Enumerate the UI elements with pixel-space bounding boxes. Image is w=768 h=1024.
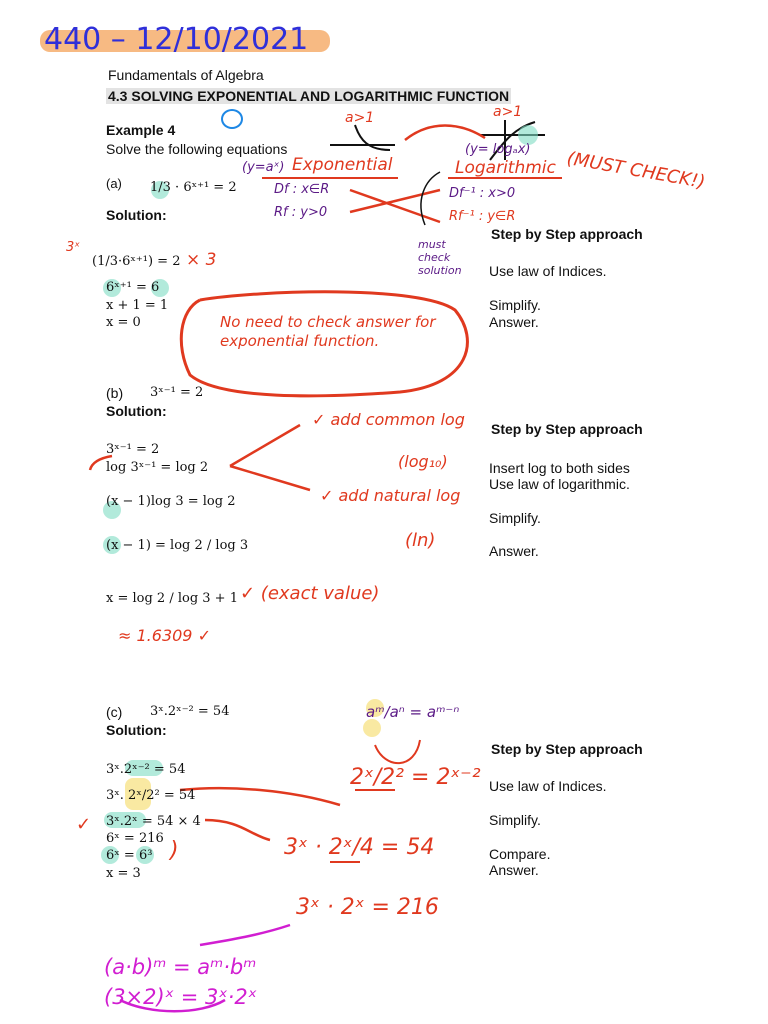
- annotation-rf: Rf : y>0: [274, 205, 328, 220]
- part-c-equation: 3ˣ.2ˣ⁻² = 54: [150, 704, 230, 719]
- annotation-exp-form: (y=aˣ): [242, 160, 285, 175]
- annotation-log-form: (y= logₐx): [465, 142, 531, 157]
- annotation-three-two-54: 3ˣ · 2ˣ/4 = 54: [284, 835, 435, 860]
- annotation-log10: (log₁₀): [398, 452, 448, 471]
- part-a-step-header: Step by Step approach: [491, 226, 643, 242]
- annotation-logarithmic: Logarithmic: [455, 158, 556, 178]
- annotation-df: Df : x∈R: [274, 182, 330, 197]
- annotation-exact-value: ✓ (exact value): [240, 583, 380, 604]
- part-b-solution-label: Solution:: [106, 403, 167, 419]
- part-c-note-4: Answer.: [489, 862, 539, 878]
- part-a-step-2: 6ˣ⁺¹ = 6: [106, 280, 160, 295]
- annotation-a-gt-1-right: a>1: [493, 104, 523, 120]
- annotation-ln: (ln): [405, 530, 436, 551]
- part-b-step-4: (x − 1) = log 2 / log 3: [106, 538, 249, 553]
- part-a-step-4: x = 0: [106, 315, 141, 330]
- part-b-step-5: x = log 2 / log 3 + 1: [106, 591, 238, 606]
- part-c-note-1: Use law of Indices.: [489, 778, 607, 794]
- part-c-label: (c): [106, 704, 123, 720]
- part-c-step-header: Step by Step approach: [491, 741, 643, 757]
- annotation-three-two-216: 3ˣ · 2ˣ = 216: [296, 895, 439, 920]
- part-a-note-3: Answer.: [489, 314, 539, 330]
- part-c-step-4: 6ˣ = 216: [106, 831, 164, 846]
- part-a-step-3: x + 1 = 1: [106, 298, 169, 313]
- annotation-quotient-rule: aᵐ/aⁿ = aᵐ⁻ⁿ: [366, 703, 460, 721]
- part-c-solution-label: Solution:: [106, 722, 167, 738]
- part-b-equation: 3ˣ⁻¹ = 2: [150, 385, 204, 400]
- handwritten-date: 440 – 12/10/2021: [44, 22, 309, 57]
- annotation-approx-value: ≈ 1.6309 ✓: [118, 626, 211, 645]
- annotation-must-check: (MUST CHECK!): [565, 148, 707, 193]
- part-b-step-header: Step by Step approach: [491, 421, 643, 437]
- annotation-a-gt-1-left: a>1: [345, 110, 375, 126]
- annotation-exponential: Exponential: [292, 155, 393, 175]
- annotation-times3-left: 3ˣ: [66, 240, 81, 255]
- part-b-note-2: Use law of logarithmic.: [489, 476, 630, 492]
- example-label: Example 4: [106, 122, 176, 138]
- part-a-solution-label: Solution:: [106, 207, 167, 223]
- annotation-no-need-check: No need to check answer for exponential function.: [220, 313, 436, 350]
- annotation-df-inverse: Df⁻¹ : x>0: [449, 186, 516, 201]
- part-a-equation: 1/3 · 6ˣ⁺¹ = 2: [150, 180, 237, 195]
- part-c-note-2: Simplify.: [489, 812, 541, 828]
- part-b-label: (b): [106, 385, 124, 401]
- annotation-must-check-solution: must check solution: [418, 238, 462, 277]
- part-b-step-3: (x − 1)log 3 = log 2: [106, 494, 236, 509]
- bracket-mark: ): [170, 838, 179, 863]
- part-b-note-1: Insert log to both sides: [489, 460, 630, 476]
- part-c-step-1: 3ˣ.2ˣ⁻² = 54: [106, 762, 186, 777]
- section-title: 4.3 SOLVING EXPONENTIAL AND LOGARITHMIC FUNCTION: [108, 88, 510, 104]
- annotation-add-natural-log: ✓ add natural log: [320, 486, 461, 505]
- part-a-step-1: (1/3·6ˣ⁺¹) = 2: [92, 254, 181, 269]
- subject-title: Fundamentals of Algebra: [108, 67, 264, 83]
- part-a-label: (a): [106, 176, 122, 191]
- part-b-step-2: log 3ˣ⁻¹ = log 2: [106, 460, 209, 475]
- annotation-add-common-log: ✓ add common log: [312, 410, 465, 429]
- part-c-step-6: x = 3: [106, 866, 141, 881]
- part-b-note-3: Simplify.: [489, 510, 541, 526]
- annotation-rf-inverse: Rf⁻¹ : y∈R: [449, 209, 516, 224]
- part-c-step-2: 3ˣ. 2ˣ/2² = 54: [106, 788, 196, 803]
- part-b-note-4: Answer.: [489, 543, 539, 559]
- part-a-note-2: Simplify.: [489, 297, 541, 313]
- part-a-note-1: Use law of Indices.: [489, 263, 607, 279]
- part-b-step-1: 3ˣ⁻¹ = 2: [106, 442, 160, 457]
- part-c-step-3: 3ˣ.2ˣ = 54 × 4: [106, 814, 201, 829]
- example-instruction: Solve the following equations: [106, 141, 288, 157]
- blue-circle-mark: [221, 109, 243, 129]
- check-mark-left: ✓: [76, 814, 92, 835]
- annotation-two-power: 2ˣ/2² = 2ˣ⁻²: [350, 765, 481, 790]
- part-c-note-3: Compare.: [489, 846, 551, 862]
- annotation-product-rule: (a·b)ᵐ = aᵐ·bᵐ: [104, 955, 257, 979]
- part-c-step-5: 6ˣ = 6³: [106, 848, 153, 863]
- annotation-product-example: (3×2)ˣ = 3ˣ·2ˣ: [104, 985, 258, 1009]
- annotation-times3-right: × 3: [186, 250, 217, 270]
